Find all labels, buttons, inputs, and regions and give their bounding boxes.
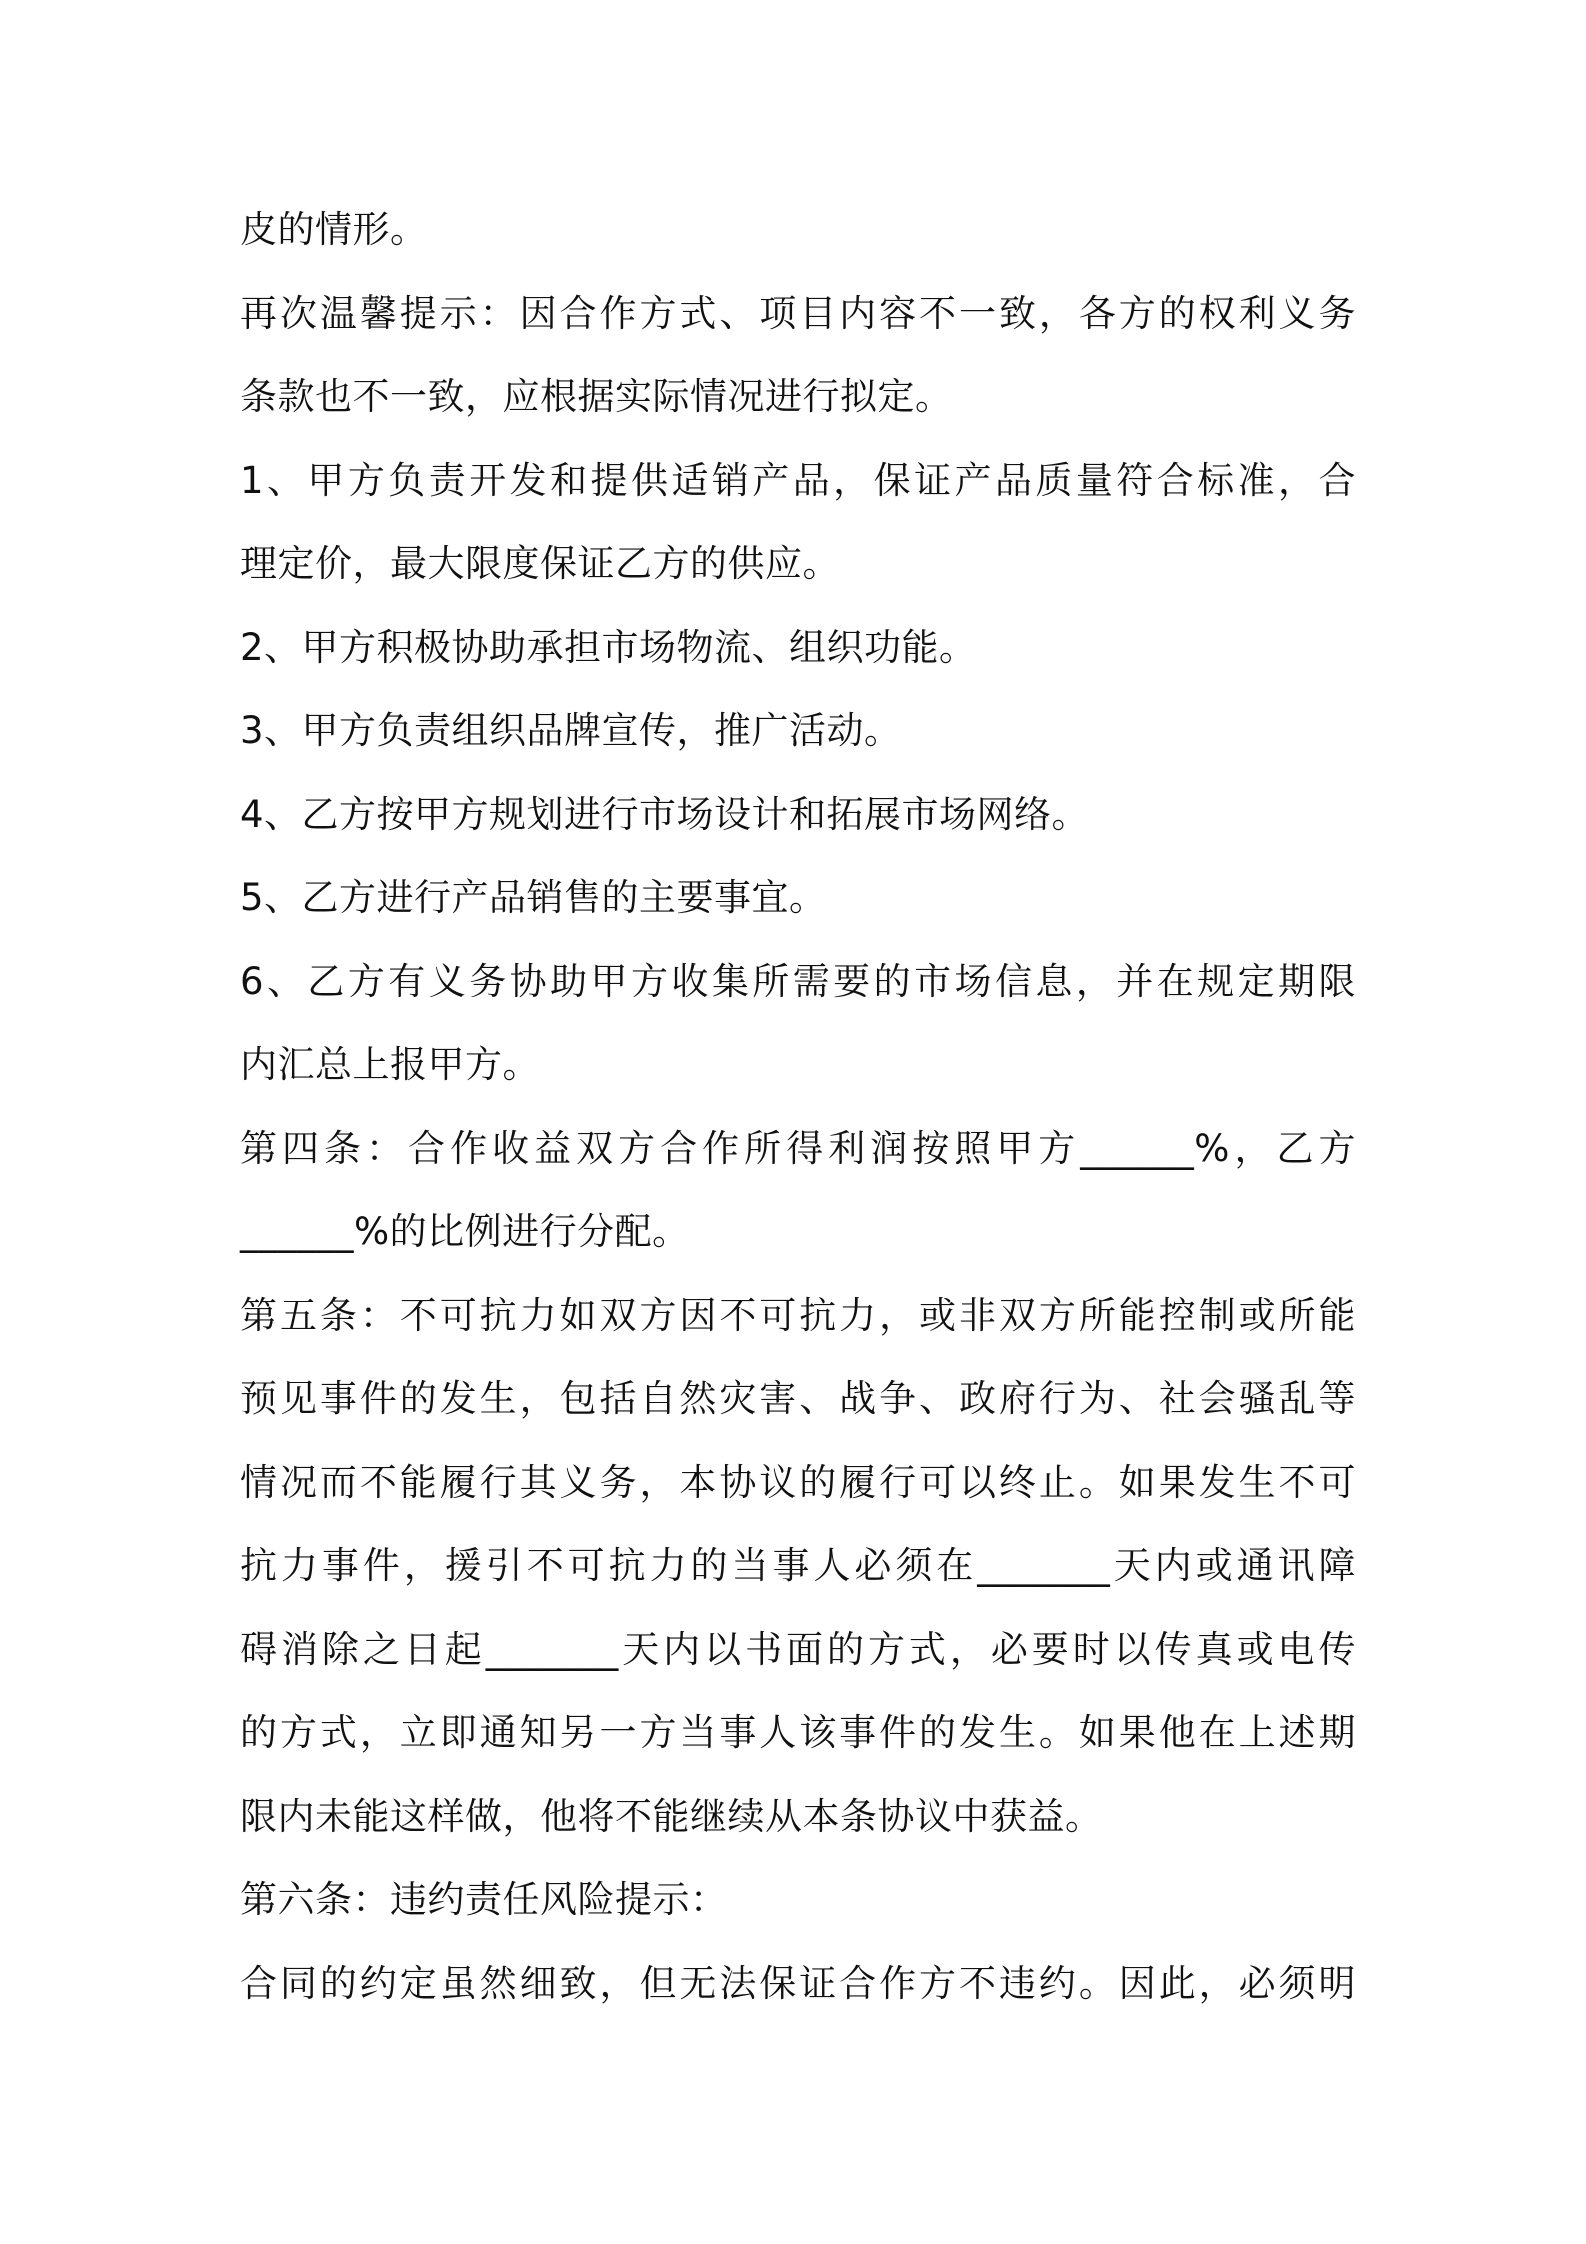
text-line: 抗力事件，援引不可抗力的当事人必须在_______天内或通讯障	[240, 1544, 1356, 1587]
text-line: 预见事件的发生，包括自然灾害、战争、政府行为、社会骚乱等	[240, 1377, 1356, 1420]
text-line: 第四条：合作收益双方合作所得利润按照甲方______%，乙方	[240, 1126, 1356, 1170]
text-line: 限内未能这样做，他将不能继续从本条协议中获益。	[240, 1794, 1103, 1838]
text-line: 5、乙方进行产品销售的主要事宜。	[240, 876, 827, 919]
text-line: 理定价，最大限度保证乙方的供应。	[240, 542, 840, 585]
text-line: 再次温馨提示：因合作方式、项目内容不一致，各方的权利义务	[240, 291, 1356, 335]
text-line: 皮的情形。	[240, 208, 428, 251]
text-line: 合同的约定虽然细致，但无法保证合作方不违约。因此，必须明	[240, 1961, 1356, 2005]
text-line: 内汇总上报甲方。	[240, 1043, 540, 1086]
text-line: ______%的比例进行分配。	[240, 1210, 690, 1253]
text-line: 情况而不能履行其义务，本协议的履行可以终止。如果发生不可	[240, 1460, 1356, 1504]
text-line: 3、甲方负责组织品牌宣传，推广活动。	[240, 709, 902, 752]
text-line: 碍消除之日起_______天内以书面的方式，必要时以传真或电传	[240, 1627, 1356, 1671]
text-line: 6、乙方有义务协助甲方收集所需要的市场信息，并在规定期限	[240, 959, 1356, 1003]
text-line: 条款也不一致，应根据实际情况进行拟定。	[240, 375, 953, 418]
document-body	[240, 188, 1356, 2025]
text-line: 1、甲方负责开发和提供适销产品，保证产品质量符合标准，合	[240, 458, 1356, 502]
text-line: 第六条：违约责任风险提示：	[240, 1878, 728, 1921]
text-line: 2、甲方积极协助承担市场物流、组织功能。	[240, 625, 977, 669]
text-line: 第五条：不可抗力如双方因不可抗力，或非双方所能控制或所能	[240, 1293, 1356, 1337]
text-line: 的方式，立即通知另一方当事人该事件的发生。如果他在上述期	[240, 1711, 1356, 1754]
text-line: 4、乙方按甲方规划进行市场设计和拓展市场网络。	[240, 792, 1090, 836]
